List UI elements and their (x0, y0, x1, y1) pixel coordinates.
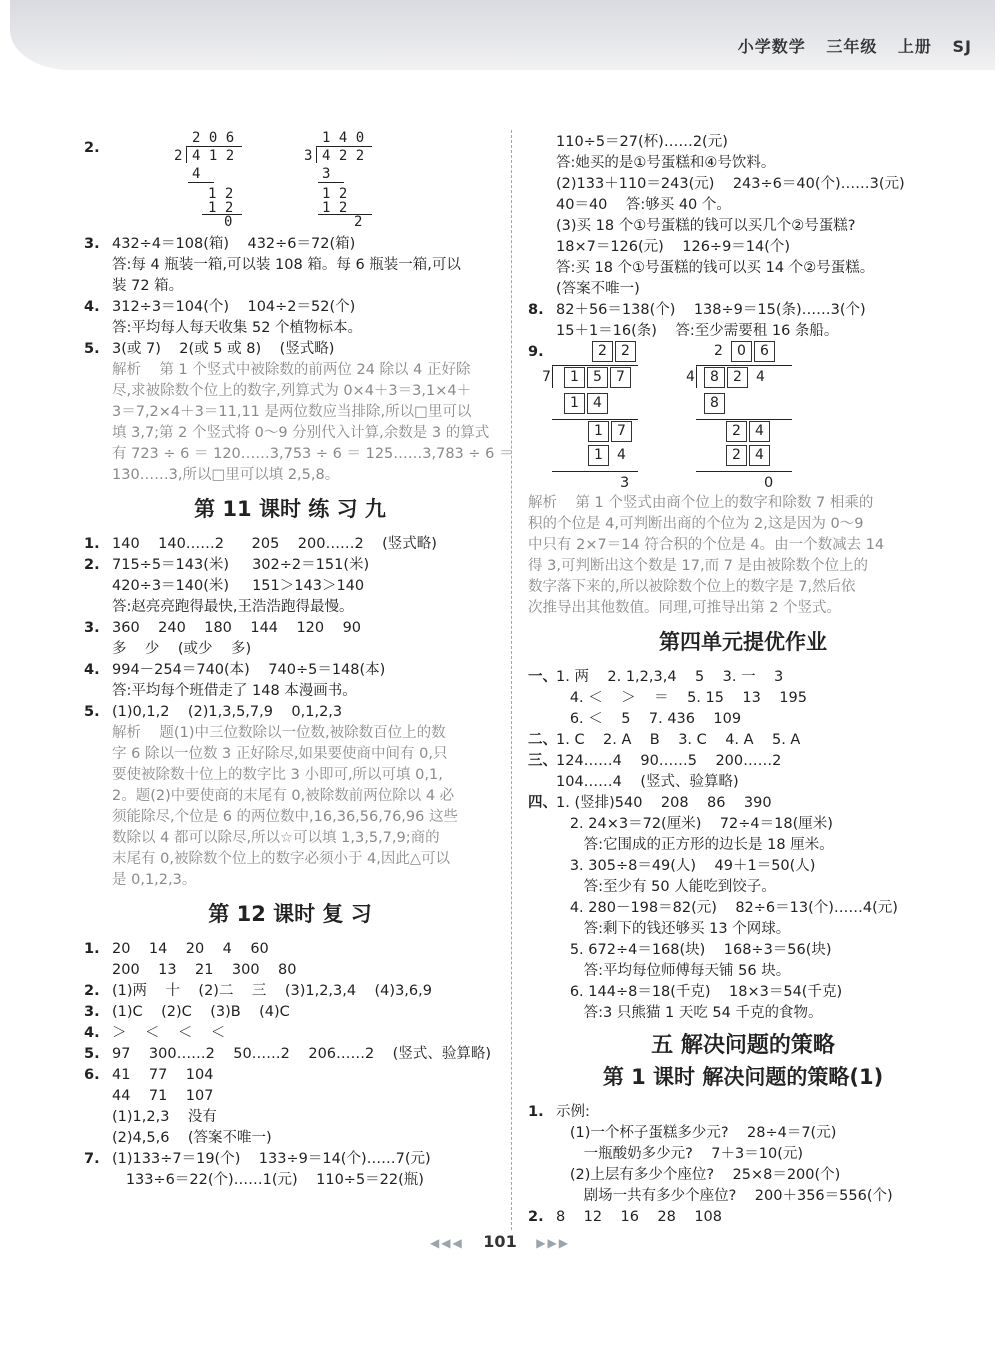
right-top-line: 15＋1＝16(条) 答:至少需要租 16 条船。 (556, 323, 839, 339)
q9-analysis-2: 积的个位是 4,可判断出商的个位为 2,这是因为 0～9 (528, 516, 864, 532)
lesson-12-line: (2)4,5,6 (答案不唯一) (112, 1130, 272, 1146)
q9-analysis-6: 次推导出其他数值。同理,可推导出第 2 个竖式。 (528, 600, 842, 616)
lesson-1-heading: 第 1 课时 解决问题的策略(1) (602, 1065, 884, 1089)
lesson-1-line: 2. 8 12 16 28 108 (528, 1209, 722, 1225)
lesson-11-line: 5. (1)0,1,2 (2)1,3,5,7,9 0,1,2,3 (84, 704, 343, 720)
page-footer (0, 1232, 1000, 1251)
lesson-1-line: (1)一个杯子蛋糕多少元? 28÷4＝7(元) (556, 1125, 837, 1141)
box-divisions: 2 2 7 1 5 7 1 4 1 7 1 4 2 0 6 4 8 2 4 8 2 4 2 4 (528, 341, 958, 471)
s11-analysis-4: 2。题(2)中要使商的末尾有 0,被除数前两位除以 4 必 (112, 788, 455, 804)
s11-analysis-2: 字 6 除以一位数 3 正好除尽,如果要使商中间有 0,只 (112, 746, 448, 762)
right-top-line: (2)133＋110＝243(元) 243÷6＝40(个)……3(元) (556, 176, 905, 192)
s11-analysis-6: 数除以 4 都可以除尽,所以☆可以填 1,3,5,7,9;商的 (112, 830, 440, 846)
q5-analysis-6: 130……3,所以□里可以填 2,5,8。 (112, 467, 340, 483)
q5-analysis-5: 有 723 ÷ 6 ＝ 120……3,753 ÷ 6 ＝ 125……3,783 ÷ 6 ＝ (112, 446, 514, 462)
unit-5-heading: 五 解决问题的策略 (651, 1033, 835, 1058)
left-column (84, 128, 514, 1191)
q5-analysis-3: 3＝7,2×4＋3＝11,11 是两位数应当排除,所以□里可以 (112, 404, 472, 420)
lesson-1-line: (2)上层有多少个座位? 25×8＝200(个) (556, 1167, 841, 1183)
long-division-2: 1 4 0 3 4 2 2 3 1 2 1 2 2 (302, 128, 372, 224)
lesson-1-line: 1. 示例: (528, 1104, 590, 1120)
unit-4-line: 5. 672÷4＝168(块) 168÷3＝56(块) (556, 942, 832, 958)
right-top-line: (3)买 18 个①号蛋糕的钱可以买几个②号蛋糕? (556, 218, 856, 234)
next-arrows-icon: ▶▶▶ (536, 1236, 570, 1250)
unit-4-line: 一、1. 两 2. 1,2,3,4 5 3. 一 3 (528, 669, 784, 685)
right-top-answers (528, 132, 958, 342)
q2-divisions (84, 128, 496, 230)
right-top-line: 8. 82＋56＝138(个) 138÷9＝15(条)……3(个) (528, 302, 866, 318)
prev-arrows-icon: ◀◀◀ (430, 1236, 464, 1250)
lesson-11-line: 4. 994－254＝740(本) 740÷5＝148(本) (84, 662, 386, 678)
right-top-line: 18×7＝126(元) 126÷9＝14(个) (556, 239, 791, 255)
q9-analysis-3: 中只有 2×7＝14 符合积的个位是 4。由一个数减去 14 (528, 537, 885, 553)
unit-4-line: 三、124……4 90……5 200……2 (528, 753, 782, 769)
unit-4-line: 四、1. (竖排)540 208 86 390 (528, 795, 772, 811)
right-top-line: (答案不唯一) (556, 281, 640, 297)
q9-analysis-4: 得 3,可判断出这个数是 17,而 7 是由被除数个位上的 (528, 558, 869, 574)
lesson-12-line: 5. 97 300……2 50……2 206……2 (竖式、验算略) (84, 1046, 491, 1062)
q5-analysis-1: 解析 第 1 个竖式中被除数的前两位 24 除以 4 正好除 (112, 362, 471, 378)
s11-analysis-5: 须能除尽,个位是 6 的两位数中,16,36,56,76,96 这些 (112, 809, 458, 825)
unit-4-answers (528, 667, 958, 1024)
section-heading-lesson-12: 第 12 课时 复 习 (208, 902, 372, 926)
lesson-12-line: 4. ＞ ＜ ＜ ＜ (84, 1025, 226, 1041)
lesson-12-line: 1. 20 14 20 4 60 (84, 941, 269, 957)
lesson-12-line: 6. 41 77 104 (84, 1067, 214, 1083)
unit-4-line: 4. 280－198＝82(元) 82÷6＝13(个)……4(元) (556, 900, 898, 916)
unit-4-line: 2. 24×3＝72(厘米) 72÷4＝18(厘米) (556, 816, 833, 832)
lesson-12-line: 133÷6＝22(个)……1(元) 110÷5＝22(瓶) (112, 1172, 424, 1188)
section-heading-unit-4: 第四单元提优作业 (659, 630, 827, 654)
q3-line-2: 答:每 4 瓶装一箱,可以装 108 箱。每 6 瓶装一箱,可以 (112, 257, 461, 273)
s11-analysis-7: 末尾有 0,被除数个位上的数字必须小于 4,因此△可以 (112, 851, 451, 867)
header-term: 上册 (897, 37, 932, 56)
unit-4-line: 104……4 (竖式、验算略) (556, 774, 739, 790)
q5-line-1: 5. 3(或 7) 2(或 5 或 8) (竖式略) (84, 341, 335, 357)
header-edition: SJ (952, 37, 972, 56)
header-subject: 小学数学 (737, 37, 806, 56)
q9-label-line: 9. (528, 344, 544, 360)
lesson-12-line: 7. (1)133÷7＝19(个) 133÷9＝14(个)……7(元) (84, 1151, 431, 1167)
right-top-line: 110÷5＝27(杯)……2(元) (556, 134, 728, 150)
unit-4-line: 答:3 只熊猫 1 天吃 54 千克的食物。 (556, 1005, 823, 1021)
lesson-11-line: 答:赵亮亮跑得最快,王浩浩跑得最慢。 (112, 599, 354, 615)
unit-4-line: 4. ＜ ＞ ＝ 5. 15 13 195 (556, 690, 807, 706)
right-column (528, 132, 958, 1228)
q2-label: 2. (84, 140, 100, 156)
unit-4-line: 答:平均每位师傅每天铺 56 块。 (556, 963, 791, 979)
q4-line-2: 答:平均每人每天收集 52 个植物标本。 (112, 320, 363, 336)
unit-4-line: 6. 144÷8＝18(千克) 18×3＝54(千克) (556, 984, 843, 1000)
q9-analysis-1: 解析 第 1 个竖式由商个位上的数字和除数 7 相乘的 (528, 495, 874, 511)
q4-line-1: 4. 312÷3＝104(个) 104÷2＝52(个) (84, 299, 356, 315)
q5-analysis-4: 填 3,7;第 2 个竖式将 0～9 分别代入计算,余数是 3 的算式 (112, 425, 490, 441)
q3-line-1: 3. 432÷4＝108(箱) 432÷6＝72(箱) (84, 236, 356, 252)
lesson-12-line: 3. (1)C (2)C (3)B (4)C (84, 1004, 290, 1020)
lesson-11-line: 答:平均每个班借走了 148 本漫画书。 (112, 683, 357, 699)
lesson-12-line: (1)1,2,3 没有 (112, 1109, 217, 1125)
q9-analysis-5: 数字落下来的,所以被除数个位上的数字是 7,然后依 (528, 579, 856, 595)
unit-4-line: 3. 305÷8＝49(人) 49＋1＝50(人) (556, 858, 816, 874)
s11-analysis-8: 是 0,1,2,3。 (112, 872, 197, 888)
lesson-12-line: 44 71 107 (112, 1088, 214, 1104)
q3-line-3: 装 72 箱。 (112, 278, 184, 294)
unit-4-line: 答:至少有 50 人能吃到饺子。 (556, 879, 776, 895)
lesson-11-line: 420÷3＝140(米) 151＞143＞140 (112, 578, 365, 594)
lesson-12-line: 200 13 21 300 80 (112, 962, 297, 978)
lesson-1-answers (528, 1102, 958, 1228)
unit-4-line: 答:它围成的正方形的边长是 18 厘米。 (556, 837, 834, 853)
lesson-11-line: 3. 360 240 180 144 120 90 (84, 620, 362, 636)
section-heading-lesson-11: 第 11 课时 练 习 九 (194, 497, 386, 521)
lesson-11-line: 2. 715÷5＝143(米) 302÷2＝151(米) (84, 557, 370, 573)
lesson-1-line: 剧场一共有多少个座位? 200＋356＝556(个) (556, 1188, 893, 1204)
page-number: 101 (483, 1232, 517, 1251)
lesson-12-answers (84, 939, 496, 1191)
column-divider (511, 130, 512, 1230)
page-header (724, 34, 972, 57)
right-top-line: 答:她买的是①号蛋糕和④号饮料。 (556, 155, 776, 171)
unit-4-line: 6. ＜ 5 7. 436 109 (556, 711, 742, 727)
lesson-12-line: 2. (1)两 十 (2)二 三 (3)1,2,3,4 (4)3,6,9 (84, 983, 432, 999)
box-division-remainders: 3 0 (528, 471, 958, 493)
lesson-1-line: 一瓶酸奶多少元? 7＋3＝10(元) (556, 1146, 804, 1162)
q5-analysis-2: 尽,求被除数个位上的数字,列算式为 0×4＋3＝3,1×4＋ (112, 383, 472, 399)
s11-analysis-3: 要使被除数十位上的数字比 3 小即可,所以可填 0,1, (112, 767, 443, 783)
lesson-11-line: 1. 140 140……2 205 200……2 (竖式略) (84, 536, 437, 552)
right-top-line: 答:买 18 个①号蛋糕的钱可以买 14 个②号蛋糕。 (556, 260, 875, 276)
lesson-11-answers (84, 534, 496, 723)
s11-analysis-1: 解析 题(1)中三位数除以一位数,被除数百位上的数 (112, 725, 446, 741)
right-top-line: 40＝40 答:够买 40 个。 (556, 197, 731, 213)
unit-4-line: 答:剩下的钱还够买 13 个网球。 (556, 921, 791, 937)
lesson-11-line: 多 少 (或少 多) (112, 641, 252, 657)
unit-4-line: 二、1. C 2. A B 3. C 4. A 5. A (528, 732, 801, 748)
header-grade: 三年级 (826, 37, 878, 56)
long-division-1: 2 0 6 2 4 1 2 4 1 2 1 2 0 (172, 128, 242, 224)
